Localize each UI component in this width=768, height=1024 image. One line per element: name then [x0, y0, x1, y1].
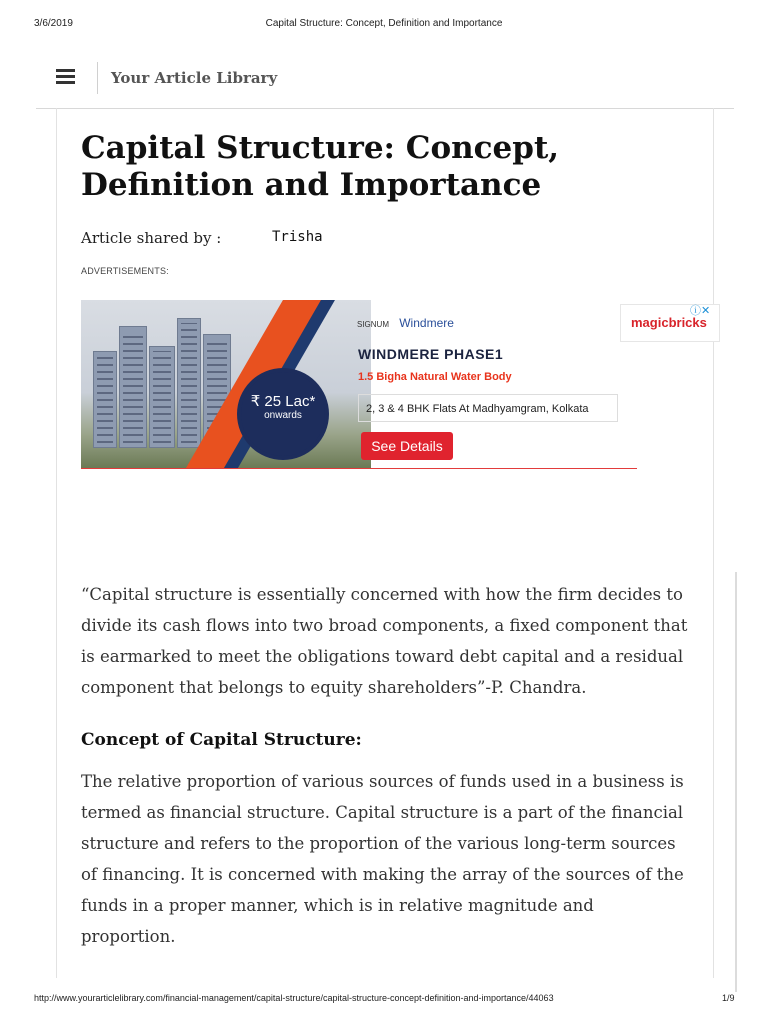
ad-building-image	[81, 300, 371, 468]
header-divider	[97, 62, 98, 94]
ad-partner-logos	[357, 316, 454, 330]
signum-logo: SIGNUM	[357, 320, 389, 329]
print-header	[0, 16, 768, 32]
section-heading: Concept of Capital Structure:	[81, 730, 362, 750]
site-header	[36, 56, 734, 109]
price-sub-text: onwards	[264, 410, 302, 421]
print-date: 3/6/2019	[34, 18, 73, 29]
shared-by-label: Article shared by :	[81, 229, 222, 247]
article-title: Capital Structure: Concept, Definition and Importance	[81, 130, 560, 203]
adchoices-close-icon[interactable]: ⓘ✕	[690, 305, 711, 317]
section-paragraph: The relative proportion of various sources of funds used in a business is termed as financial structure. Capital structure is a part of the financial structure and refers to the proportion of the various long-term sources of financing. It is concerned with making the array of the sources of the funds in a proper manner, which is in relative magnitude and proportion.	[81, 772, 684, 946]
price-text: ₹ 25 Lac*	[250, 393, 316, 410]
hamburger-menu-icon[interactable]	[56, 69, 76, 85]
ad-detail-box: 2, 3 & 4 BHK Flats At Madhyamgram, Kolkata	[358, 394, 618, 422]
magicbricks-logo: magicbricks	[631, 315, 707, 330]
footer-url: http://www.yourarticlelibrary.com/financial-management/capital-structure/capital-structure-concept-definition-and-importance/44063	[34, 993, 554, 1003]
ad-subheadline: 1.5 Bigha Natural Water Body	[358, 371, 512, 383]
author-link[interactable]: Trisha	[272, 229, 323, 245]
price-badge	[241, 372, 325, 456]
quote-paragraph: “Capital structure is essentially concerned with how the firm decides to divide its cash flows into two broad components, a fixed component that is earmarked to meet the obligations toward debt capital and a residual component that belongs to equity shareholders”-P. Chandra.	[81, 585, 688, 697]
ad-banner[interactable]	[81, 300, 637, 469]
site-logo-link[interactable]: Your Article Library	[111, 69, 278, 87]
page-number: 1/9	[722, 993, 735, 1003]
windmere-logo: Windmere	[399, 316, 454, 330]
ad-headline: WINDMERE PHASE1	[358, 346, 504, 362]
print-title: Capital Structure: Concept, Definition and Importance	[265, 18, 503, 29]
see-details-button[interactable]: See Details	[361, 432, 453, 460]
scrollbar-track[interactable]	[735, 572, 737, 992]
advertisements-label: ADVERTISEMENTS:	[81, 266, 169, 276]
